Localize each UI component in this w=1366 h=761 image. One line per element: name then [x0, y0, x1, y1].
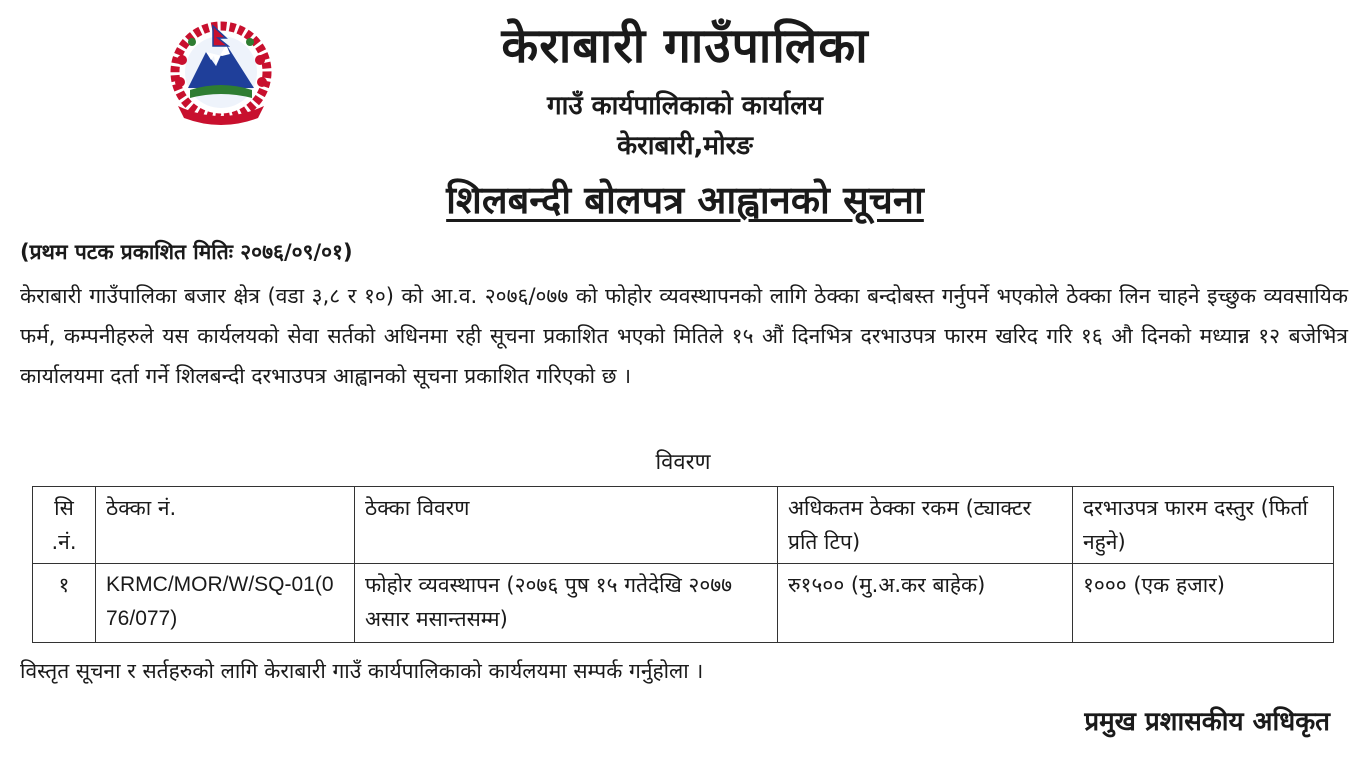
cell-max-amount: रु१५०० (मु.अ.कर बाहेक) — [778, 564, 1073, 643]
cell-serial: १ — [33, 564, 96, 643]
notice-paragraph: केराबारी गाउँपालिका बजार क्षेत्र (वडा ३,८ र १०) को आ.व. २०७६/०७७ को फोहोर व्यवस्थापनको लागि ठेक्का बन्दोबस्त गर्नुपर्ने भएकोले ठेक्का लिन चाहने इच्छुक व्यवसायिक फर्म, कम्पनीहरुले यस कार्यलयको सेवा सर्तको अधिनमा रही सूचना प्रकाशित भएको मितिले १५ औं दिनभित्र दरभाउपत्र फारम खरिद गरि १६ औ दिनको मध्यान्न १२ बजेभित्र कार्यालयमा दर्ता गर्ने शिलबन्दी दरभाउपत्र आह्वानको सूचना प्रकाशित गरिएको छ । — [20, 284, 1348, 388]
cell-description: फोहोर व्यवस्थापन (२०७६ पुष १५ गतेदेखि २०७७ असार मसान्तसम्म) — [355, 564, 778, 643]
cell-contract-no: KRMC/MOR/W/SQ-01(076/077) — [96, 564, 355, 643]
column-header-description: ठेक्का विवरण — [355, 487, 778, 564]
notice-title — [190, 172, 1180, 228]
office-location: केराबारी,मोरङ — [617, 131, 753, 161]
details-heading: विवरण — [655, 450, 711, 475]
column-header-max-amount: अधिकतम ठेक्का रकम (ट्याक्टर प्रति टिप) — [778, 487, 1073, 564]
contact-note: विस्तृत सूचना र सर्तहरुको लागि केराबारी गाउँ कार्यपालिकाको कार्यलयमा सम्पर्क गर्नुहोला । — [20, 659, 704, 683]
cell-form-fee: १००० (एक हजार) — [1073, 564, 1334, 643]
svg-text:·: · — [220, 113, 222, 119]
publication-date: (प्रथम पटक प्रकाशित मितिः २०७६/०९/०१) — [20, 240, 353, 264]
municipality-name: केराबारी गाउँपालिका — [501, 18, 869, 74]
column-header-serial: सि .नं. — [33, 487, 96, 564]
details-table — [32, 486, 1334, 643]
signatory-title: प्रमुख प्रशासकीय अधिकृत — [1084, 707, 1330, 737]
table-header-row — [33, 487, 1334, 564]
column-header-form-fee: दरभाउपत्र फारम दस्तुर (फिर्ता नहुने) — [1073, 487, 1334, 564]
notice-title-text: शिलबन्दी बोलपत्र आह्वानको सूचना — [446, 178, 924, 222]
column-header-contract-no: ठेक्का नं. — [96, 487, 355, 564]
table-row — [33, 564, 1334, 643]
office-name: गाउँ कार्यपालिकाको कार्यालय — [547, 91, 823, 121]
nepal-government-emblem-icon — [158, 20, 284, 126]
